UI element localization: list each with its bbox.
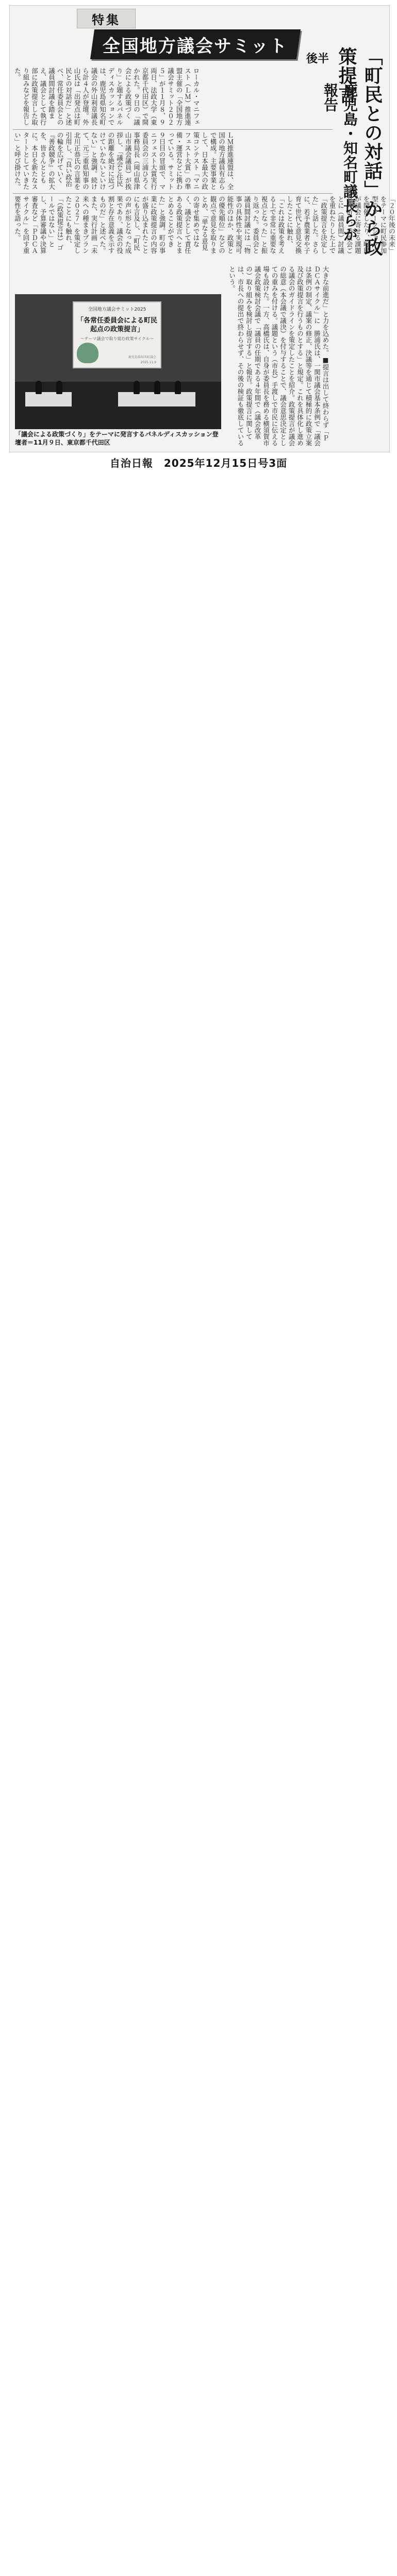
article-right-column — [227, 266, 386, 446]
panelist — [134, 381, 140, 394]
projection-screen — [73, 301, 161, 368]
article-text-2: ＬＭ推進連盟は、全国の地方議員有志らで構成。主要事業として、日本最大の政策コンテスト「マニフェスト大賞」の準備・運営などに携わっている。サミット９日目の冒頭で、マニフェスト大賞実行委員会の三浦ひろく事務局長（岡山県津山市議会議員）が挨拶し、「議会と住民の距離を絶対に近づけていかないといけない」と強調。続けて、元三重県知事の北川正恭氏の言葉を引用し、「良い政治の輪を広げていく『善政競争』の拡大を、皆さんとともに。本日を新たなスタートとしていきたい」と呼び掛けた。 — [13, 131, 234, 190]
article-text-3: 「２０年後の未来」をテーマに町民参加型のワークショップを開催したり、町民が議会に寄せる課題を分析し、委員会ごとに（議員間）討議を重ねたりした上で「政策提言を決定した」と話した。さらに、若手農業者や子育て世代と意見交換したことに触れ、「これは政策を考える上で非常に重要な視点となった」と振り返った。委員会と議員間討議には「物事の具体性や実現可能性のほか、政策との優先順位」などの観点で意見を取りまとめ、「単なる意見の寄せ集めではなく、議会として責任ある政策提言へとまとめることができた」と強調。町の事業に政策提言の内容が盛り込まれたことにも言及し、「町民の声が形となった成果であり、議会の役割と存在意義を示すものだ」と述べた。また、実行計画「未来への種まきプラン２０２７」を策定したことにも触れ、「（政策提言は）ゴールではない」とし、予算審議や決算審査など「ＰＤＣＡサイクル」を回す重要性を語った。 — [13, 196, 396, 254]
mascot-image — [77, 343, 98, 363]
panelist — [154, 381, 160, 394]
article-text-1: ローカル・マニフェスト（ＬＭ）推進連盟主催の「全国地方議会サミット２０２５」が１１月８、９両日、法政大学（東京都千代田区）で開かれた。９日の「議会による政策づくり」と題するパネルディスカッションでは、鹿児島県知名町議会の外山利章議長ら計４人が登壇。外山氏は「出発点は町民との対話だ」と述べ、常任委員会との議員間討議を踏まえ、議会として執行部に政策提言した取り組みなどを報告した。 — [13, 67, 200, 126]
right-column-text: 大きな前進だ」と力を込めた。■提言は出して終わらず「ＰＤＣＡサイクル」に 勝浦氏は、一関市議会基本条例で「議会は条例の制定、議案の修正、決議等を通じて積極的に政策立案及び政策提言を行うものとする」と規定。これを具体化し進める議会のガイドラインを策定したことを紹介。政策提言が議会の総意（本会議で議決）を付与することで、議会意思決定としての重みを付ける。議題という（市長）手渡しで市民に伝える場も設けた。一方、高橋氏は、自身が委員長を務める横須賀市議会政策検討会議で「議員の任期である４年間で（議会改革の）取り組みを検討し提言する」と報告。政策提言に関しては、市長への提出で終わらせず、その後の検証も徹底しているという。 — [228, 266, 329, 446]
screen-subtitle: ～テーマ議会で取り組む政策サイクル～ — [80, 336, 154, 341]
headline-sub: 鹿児島・知名町議長らが報告 — [322, 83, 358, 242]
banner-title — [90, 29, 301, 59]
panelist — [56, 381, 62, 394]
tier-divider — [13, 193, 333, 194]
screen-title: 全国地方議会サミット2025 — [88, 307, 146, 312]
photo-caption: 「議会による政策づくり」をテーマに発言するパネルディスカッション登壇者＝11月９日、東京都千代田区 — [15, 431, 219, 446]
banner-title-text: 全国地方議会サミット — [103, 36, 288, 57]
event-photo — [15, 294, 221, 429]
tier-divider — [13, 129, 333, 130]
article-tier-1 — [13, 67, 333, 127]
screen-main-text: 「各常任委員会による町民起点の政策提言」 — [76, 317, 157, 333]
part-label: 後半 — [306, 53, 329, 65]
feature-label: 特集 — [77, 9, 136, 28]
headline-main: 「町民との対話」から政策提言 — [336, 47, 383, 257]
screen-organization: 鹿児島県知名町議会 — [128, 355, 156, 359]
panel-table — [25, 392, 72, 406]
panel-table — [118, 392, 195, 406]
screen-date: 2025.11.9 — [140, 361, 156, 364]
article-tier-3 — [13, 196, 396, 256]
panelist — [36, 381, 42, 394]
newspaper-clipping — [9, 5, 396, 452]
article-tier-2 — [13, 132, 333, 192]
publication-footer: 自治日報 2025年12月15日号3面 — [109, 456, 288, 469]
panelist — [175, 381, 181, 394]
